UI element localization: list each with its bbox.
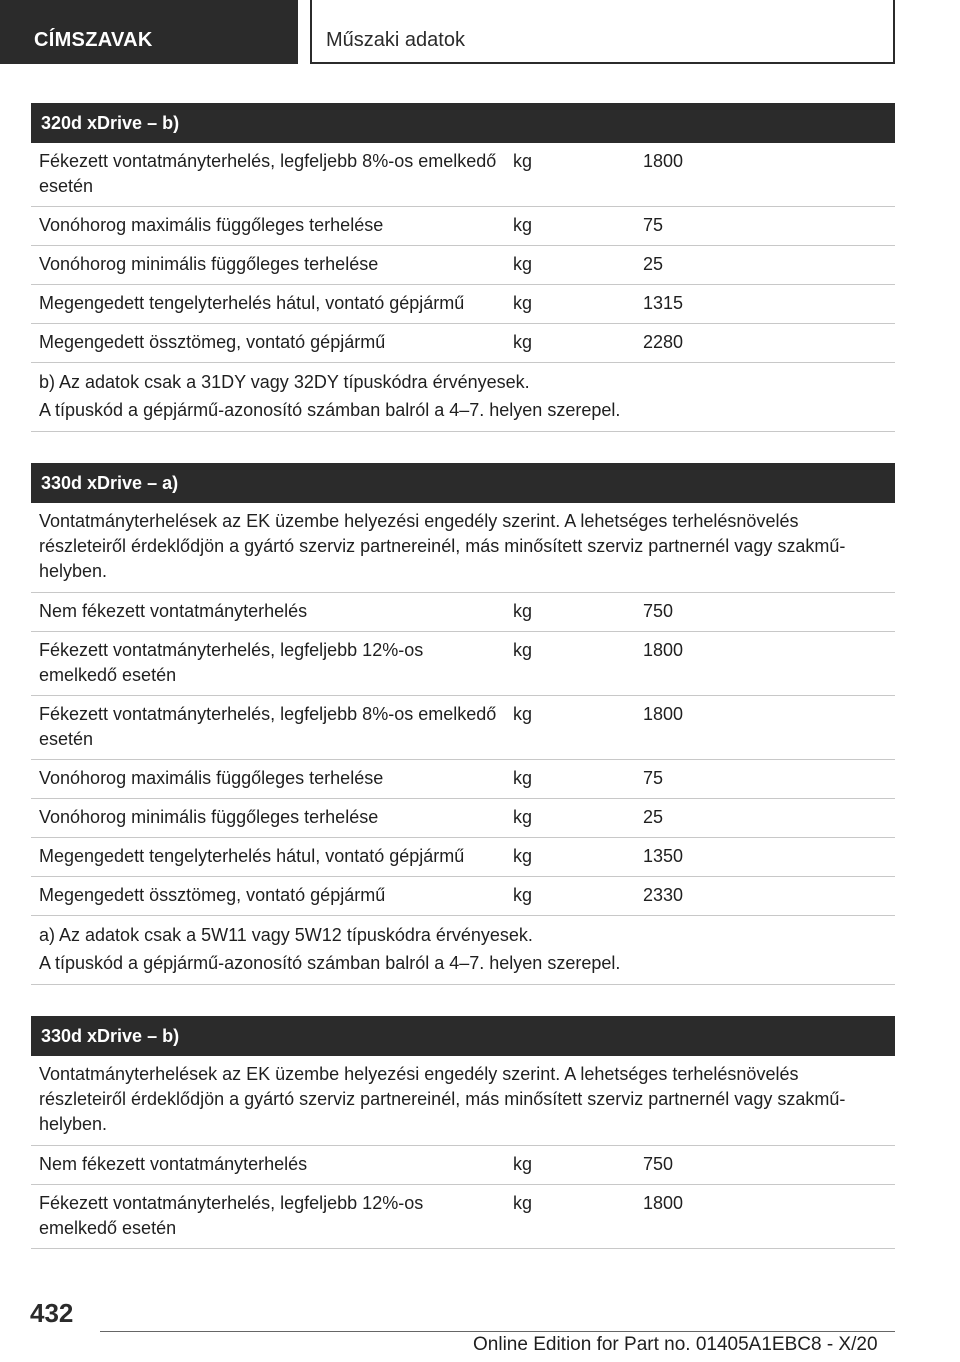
row-value: 2280 [643, 332, 684, 352]
row-label: Fékezett vontatmányterhelés, legfeljebb 8%-os emelkedő esetén [39, 151, 497, 196]
table-row [31, 593, 895, 632]
row-unit: kg [513, 1193, 533, 1213]
row-label: Vonóhorog minimális függőleges terhelése [39, 807, 379, 827]
row-label: Fékezett vontatmányterhelés, legfeljebb 12%-os emelkedő esetén [39, 640, 424, 685]
row-unit: kg [513, 768, 533, 788]
table-row [31, 1185, 895, 1249]
table-row [31, 838, 895, 877]
row-label: Megengedett össztömeg, vontató gépjármű [39, 332, 386, 352]
header-section-tab [0, 0, 298, 64]
row-unit: kg [513, 215, 533, 235]
spec-section-320d-xdrive-b [31, 103, 895, 432]
row-label: Megengedett tengelyterhelés hátul, vontató gépjármű [39, 293, 465, 313]
table-row [31, 324, 895, 363]
footnote-line: a) Az adatok csak a 5W11 vagy 5W12 típuskódra érvényesek. [39, 925, 533, 945]
section-intro: Vontatmányterhelések az EK üzembe helyezési engedély szerint. A lehetséges terhelésnövelés részleteiről érdeklődjön a gyártó szerviz partnereinél, más minősített szerviz partnernél vagy szakműhelyben. [31, 503, 895, 593]
row-unit: kg [513, 254, 533, 274]
row-unit: kg [513, 846, 533, 866]
spec-section-330d-xdrive-b [31, 1016, 895, 1249]
section-intro: Vontatmányterhelések az EK üzembe helyezési engedély szerint. A lehetséges terhelésnövelés részleteiről érdeklődjön a gyártó szerviz partnereinél, más minősített szerviz partnernél vagy szakműhelyben. [31, 1056, 895, 1146]
row-value: 75 [643, 215, 664, 235]
row-unit: kg [513, 640, 533, 660]
row-label: Vonóhorog maximális függőleges terhelése [39, 215, 384, 235]
section-title: 330d xDrive – b) [31, 1016, 895, 1056]
table-row [31, 143, 895, 207]
section-title: 330d xDrive – a) [31, 463, 895, 503]
table-row [31, 207, 895, 246]
footnote [31, 363, 895, 432]
table-row [31, 799, 895, 838]
row-value: 25 [643, 807, 664, 827]
table-row [31, 632, 895, 696]
row-value: 1800 [643, 1193, 684, 1213]
row-label: Megengedett össztömeg, vontató gépjármű [39, 885, 386, 905]
page-number: 432 [30, 1298, 74, 1328]
row-label: Vonóhorog maximális függőleges terhelése [39, 768, 384, 788]
row-label: Megengedett tengelyterhelés hátul, vontató gépjármű [39, 846, 465, 866]
edition-note: Online Edition for Part no. 01405A1EBC8 - X/20 [473, 1334, 878, 1355]
footer-divider [100, 1331, 895, 1332]
row-value: 750 [643, 1154, 674, 1174]
table-row [31, 696, 895, 760]
row-unit: kg [513, 332, 533, 352]
row-unit: kg [513, 885, 533, 905]
row-unit: kg [513, 807, 533, 827]
footnote [31, 916, 895, 985]
row-value: 1315 [643, 293, 684, 313]
table-row [31, 877, 895, 916]
row-value: 1350 [643, 846, 684, 866]
row-value: 2330 [643, 885, 684, 905]
row-label: Vonóhorog minimális függőleges terhelése [39, 254, 379, 274]
row-value: 75 [643, 768, 664, 788]
spec-section-330d-xdrive-a [31, 463, 895, 985]
row-unit: kg [513, 1154, 533, 1174]
row-unit: kg [513, 293, 533, 313]
row-label: Nem fékezett vontatmányterhelés [39, 1154, 308, 1174]
header-chapter-label: Műszaki adatok [326, 29, 465, 51]
row-unit: kg [513, 704, 533, 724]
row-value: 25 [643, 254, 664, 274]
row-value: 1800 [643, 640, 684, 660]
row-label: Nem fékezett vontatmányterhelés [39, 601, 308, 621]
table-row [31, 1146, 895, 1185]
row-unit: kg [513, 151, 533, 171]
row-value: 1800 [643, 704, 684, 724]
footnote-line: b) Az adatok csak a 31DY vagy 32DY típuskódra érvényesek. [39, 372, 530, 392]
footnote-line: A típuskód a gépjármű-azonosító számban balról a 4–7. helyen szerepel. [39, 400, 621, 420]
table-row [31, 246, 895, 285]
spec-content [31, 103, 895, 1249]
row-unit: kg [513, 601, 533, 621]
section-title: 320d xDrive – b) [31, 103, 895, 143]
header-section-label: CÍMSZAVAK [34, 29, 153, 51]
row-value: 750 [643, 601, 674, 621]
header-chapter-tab [310, 0, 895, 64]
row-label: Fékezett vontatmányterhelés, legfeljebb 8%-os emelkedő esetén [39, 704, 497, 749]
row-label: Fékezett vontatmányterhelés, legfeljebb 12%-os emelkedő esetén [39, 1193, 424, 1238]
row-value: 1800 [643, 151, 684, 171]
table-row [31, 760, 895, 799]
footnote-line: A típuskód a gépjármű-azonosító számban balról a 4–7. helyen szerepel. [39, 953, 621, 973]
table-row [31, 285, 895, 324]
